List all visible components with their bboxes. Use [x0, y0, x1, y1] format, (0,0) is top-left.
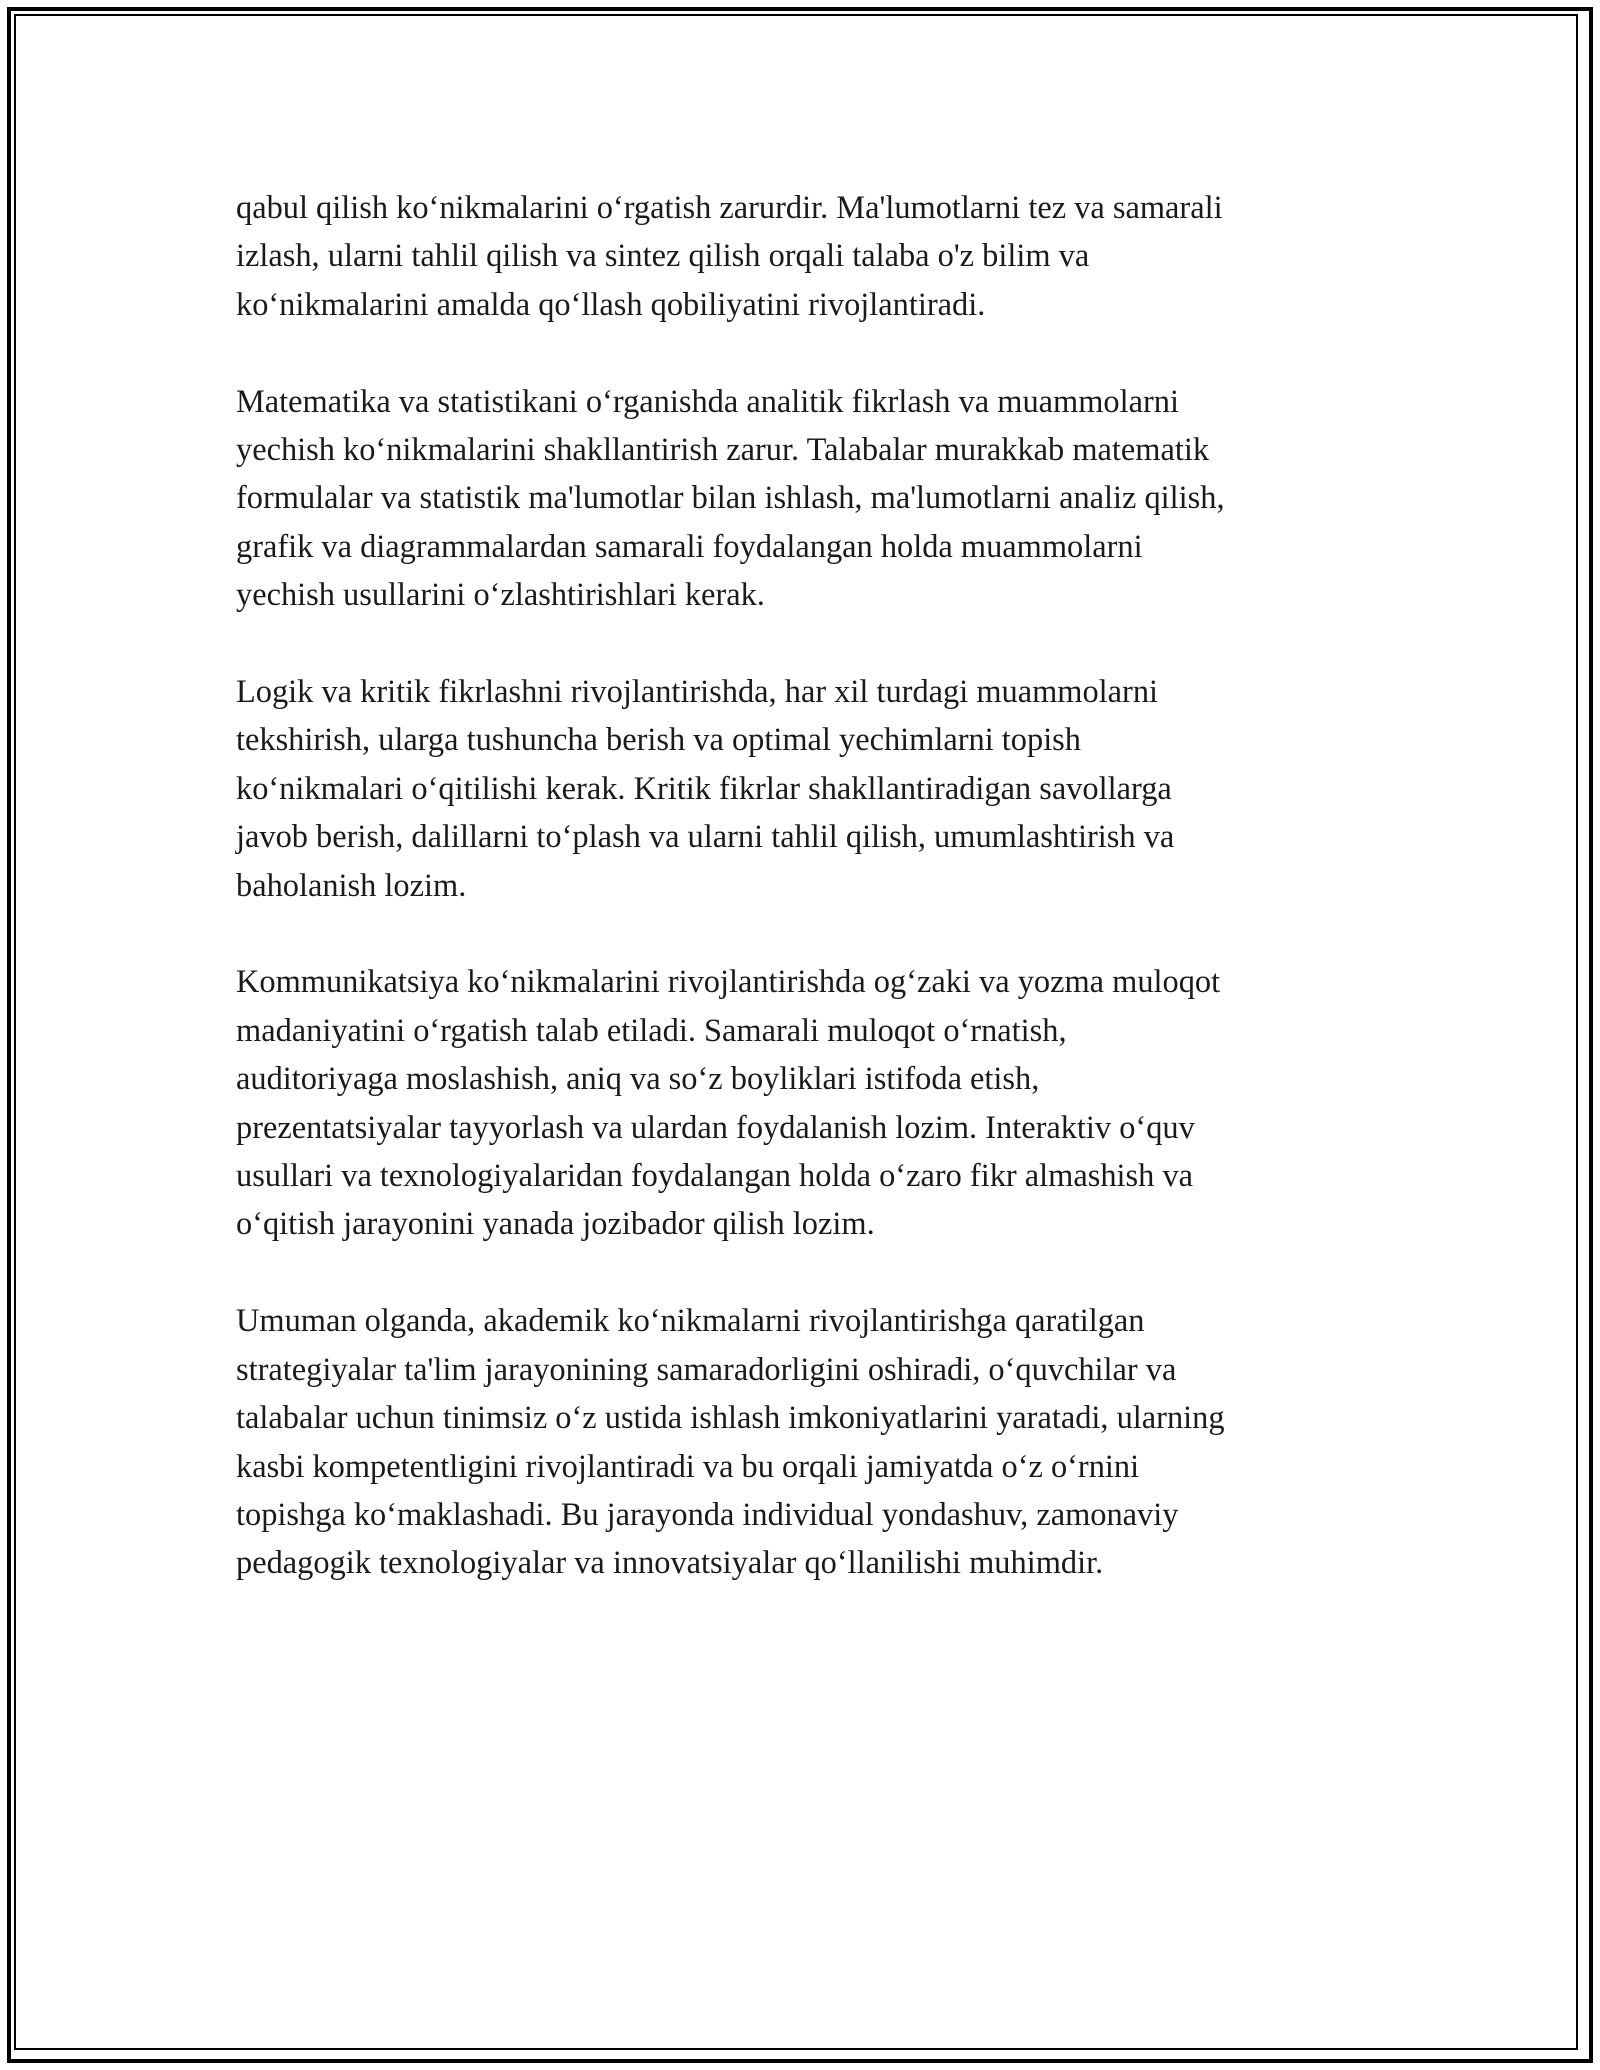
- text-line: grafik va diagrammalardan samarali foydalangan holda muammolarni: [236, 528, 1143, 565]
- text-line: javob berish, dalillarni to‘plash va ularni tahlil qilish, umumlashtirish va: [236, 819, 1175, 856]
- text-line: madaniyatini o‘rgatish talab etiladi. Samarali muloqot o‘rnatish,: [236, 1012, 1067, 1049]
- paragraph-information-skills: [236, 184, 1376, 329]
- text-line: kasbi kompetentligini rivojlantiradi va bu orqali jamiyatda o‘z o‘rnini: [236, 1448, 1140, 1485]
- text-line: Umuman olganda, akademik ko‘nikmalarni rivojlantirishga qaratilgan: [236, 1303, 1145, 1340]
- paragraph-conclusion: [236, 1297, 1376, 1587]
- text-line: talabalar uchun tinimsiz o‘z ustida ishlash imkoniyatlarini yaratadi, ularning: [236, 1400, 1225, 1437]
- text-line: yechish usullarini o‘zlashtirishlari kerak.: [236, 577, 765, 614]
- text-line: tekshirish, ularga tushuncha berish va optimal yechimlarni topish: [236, 722, 1081, 759]
- document-body: [236, 184, 1376, 1636]
- text-line: Kommunikatsiya ko‘nikmalarini rivojlantirishda og‘zaki va yozma muloqot: [236, 964, 1221, 1001]
- text-line: topishga ko‘maklashadi. Bu jarayonda individual yondashuv, zamonaviy: [236, 1496, 1179, 1533]
- text-line: formulalar va statistik ma'lumotlar bilan ishlash, ma'lumotlarni analiz qilish,: [236, 480, 1225, 517]
- text-line: izlash, ularni tahlil qilish va sintez qilish orqali talaba o'z bilim va: [236, 238, 1090, 275]
- text-line: o‘qitish jarayonini yanada jozibador qilish lozim.: [236, 1206, 875, 1243]
- text-line: ko‘nikmalarini amalda qo‘llash qobiliyatini rivojlantiradi.: [236, 286, 986, 323]
- text-line: prezentatsiyalar tayyorlash va ulardan foydalanish lozim. Interaktiv o‘quv: [236, 1109, 1195, 1146]
- paragraph-communication: [236, 958, 1376, 1248]
- text-line: Logik va kritik fikrlashni rivojlantirishda, har xil turdagi muammolarni: [236, 674, 1159, 711]
- text-line: ko‘nikmalari o‘qitilishi kerak. Kritik fikrlar shakllantiradigan savollarga: [236, 770, 1172, 807]
- text-line: Matematika va statistikani o‘rganishda analitik fikrlash va muammolarni: [236, 383, 1179, 420]
- text-line: pedagogik texnologiyalar va innovatsiyalar qo‘llanilishi muhimdir.: [236, 1545, 1104, 1582]
- text-line: strategiyalar ta'lim jarayonining samaradorligini oshiradi, o‘quvchilar va: [236, 1351, 1177, 1388]
- text-line: auditoriyaga moslashish, aniq va so‘z boyliklari istifoda etish,: [236, 1061, 1040, 1098]
- text-line: baholanish lozim.: [236, 867, 467, 904]
- text-line: qabul qilish ko‘nikmalarini o‘rgatish zarurdir. Ma'lumotlarni tez va samarali: [236, 190, 1223, 226]
- text-line: usullari va texnologiyalaridan foydalangan holda o‘zaro fikr almashish va: [236, 1158, 1194, 1195]
- paragraph-mathematics-statistics: [236, 378, 1376, 620]
- paragraph-critical-thinking: [236, 668, 1376, 910]
- text-line: yechish ko‘nikmalarini shakllantirish zarur. Talabalar murakkab matematik: [236, 432, 1210, 469]
